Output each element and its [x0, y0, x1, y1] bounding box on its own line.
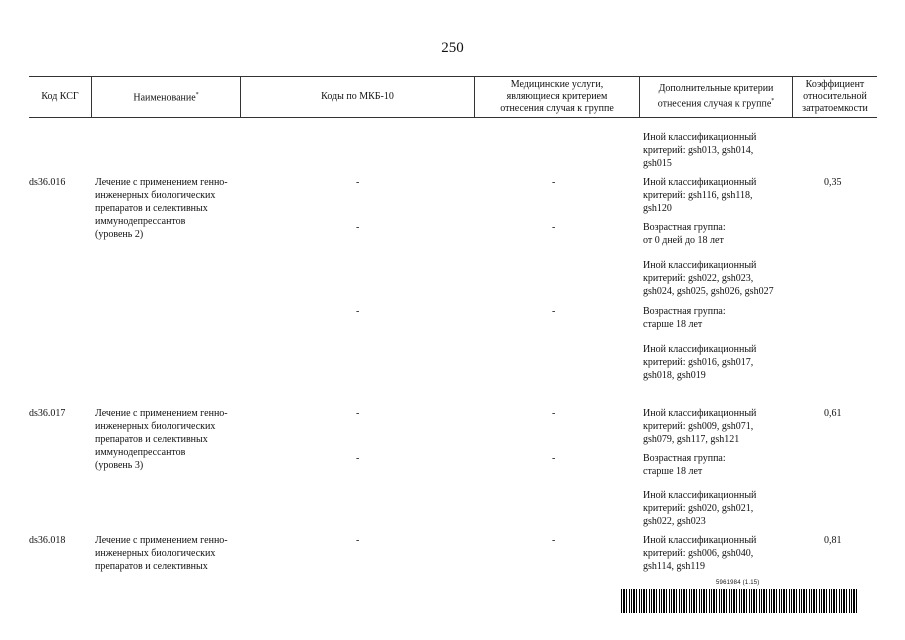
ksg-code: ds36.017 — [29, 408, 66, 419]
criteria-cell: Иной классификационный критерий: gsh016, gsh017, gsh018, gsh019 — [643, 344, 757, 381]
services-cell: - — [552, 177, 556, 188]
header-bottom-rule — [29, 117, 877, 118]
ksg-name: Лечение с применением генно- инженерных биологических препаратов и селективных — [95, 535, 228, 572]
ksg-name: Лечение с применением генно- инженерных биологических препаратов и селективных иммунодепрессантов (уровень 2) — [95, 177, 228, 240]
coefficient-value: 0,81 — [824, 535, 842, 546]
footnote-mark: * — [195, 91, 199, 98]
column-header-services — [475, 76, 639, 117]
criteria-cell: Иной классификационный критерий: gsh009, gsh071, gsh079, gsh117, gsh121 — [643, 408, 757, 445]
page-number: 250 — [441, 40, 464, 56]
ksg-code: ds36.018 — [29, 535, 66, 546]
barcode — [621, 589, 857, 613]
column-header-code — [29, 76, 91, 117]
column-header-label: Код КСГ — [41, 90, 79, 102]
criteria-cell: Возрастная группа: от 0 дней до 18 лет — [643, 222, 726, 246]
mkb-cell: - — [356, 408, 360, 419]
column-header-label: относительной — [803, 90, 867, 102]
coefficient-value: 0,35 — [824, 177, 842, 188]
mkb-cell: - — [356, 453, 360, 464]
coefficient-value: 0,61 — [824, 408, 842, 419]
column-header-label: отнесения случая к группе — [500, 102, 614, 114]
ksg-code: ds36.016 — [29, 177, 66, 188]
column-header-extra — [640, 76, 792, 117]
criteria-cell: Возрастная группа: старше 18 лет — [643, 453, 726, 477]
barcode-number: 5961984 (1.15) — [716, 580, 760, 586]
mkb-cell: - — [356, 306, 360, 317]
services-cell: - — [552, 306, 556, 317]
column-header-label: затратоемкости — [802, 102, 868, 114]
column-header-mkb — [241, 76, 474, 117]
criteria-cell: Иной классификационный критерий: gsh022, gsh023, gsh024, gsh025, gsh026, gsh027 — [643, 260, 774, 297]
mkb-cell: - — [356, 222, 360, 233]
footnote-mark: * — [771, 97, 775, 104]
column-header-label: Медицинские услуги, — [510, 78, 604, 90]
criteria-cell: Иной классификационный критерий: gsh116, gsh118, gsh120 — [643, 177, 757, 214]
services-cell: - — [552, 222, 556, 233]
services-cell: - — [552, 408, 556, 419]
mkb-cell: - — [356, 535, 360, 546]
services-cell: - — [552, 535, 556, 546]
services-cell: - — [552, 453, 556, 464]
ksg-name: Лечение с применением генно- инженерных биологических препаратов и селективных иммунодепрессантов (уровень 3) — [95, 408, 228, 471]
criteria-cell: Иной классификационный критерий: gsh020, gsh021, gsh022, gsh023 — [643, 490, 757, 527]
column-header-coef — [793, 76, 877, 117]
column-header-label: Наименование — [133, 92, 196, 104]
column-header-label: Дополнительные критерии — [658, 82, 774, 94]
criteria-cell: Иной классификационный критерий: gsh013, gsh014, gsh015 — [643, 132, 757, 169]
criteria-cell: Иной классификационный критерий: gsh006, gsh040, gsh114, gsh119 — [643, 535, 757, 572]
column-header-label: Коэффициент — [805, 78, 865, 90]
column-header-label: являющиеся критерием — [506, 90, 608, 102]
column-header-name — [92, 76, 240, 117]
mkb-cell: - — [356, 177, 360, 188]
column-header-label: Коды по МКБ-10 — [321, 90, 394, 102]
criteria-cell: Возрастная группа: старше 18 лет — [643, 306, 726, 330]
column-header-label: отнесения случая к группе — [657, 98, 772, 110]
